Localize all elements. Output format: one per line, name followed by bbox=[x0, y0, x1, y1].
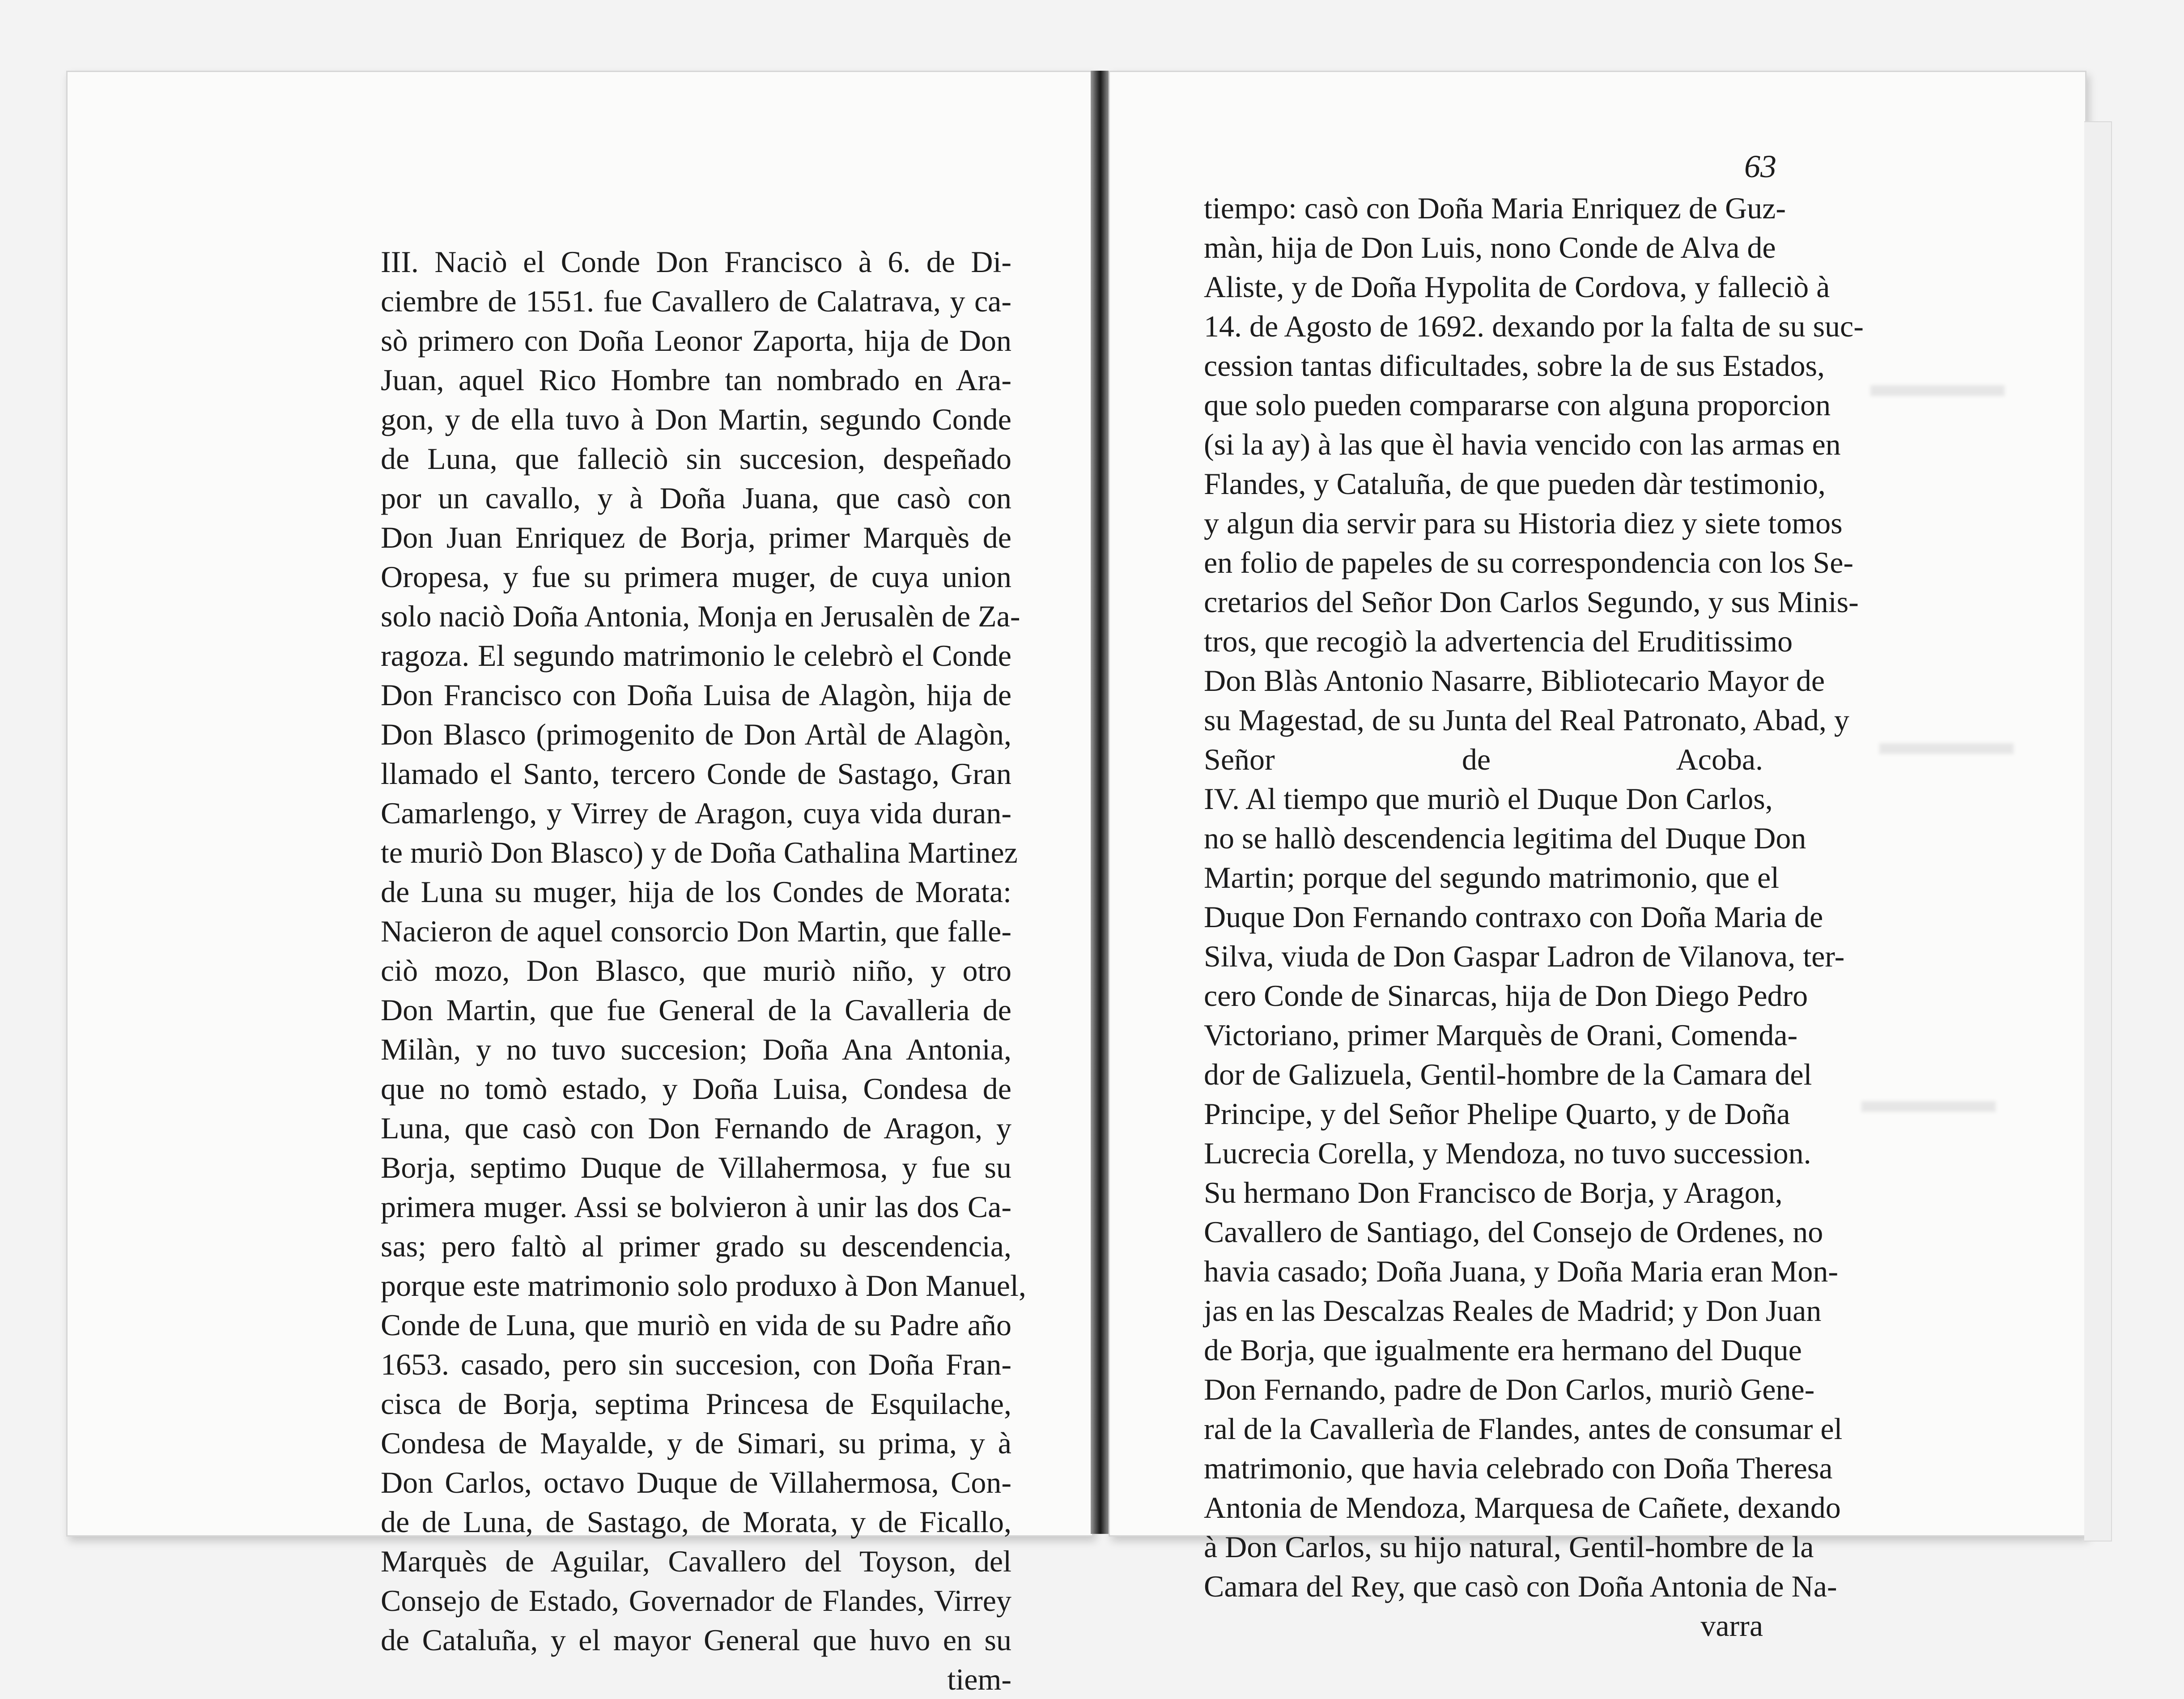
text-line: de Luna su muger, hija de los Condes de Morata: bbox=[381, 875, 1011, 909]
page-edge bbox=[2084, 121, 2112, 1541]
text-line: no se hallò descendencia legitima del Duque Don bbox=[1204, 821, 1806, 855]
text-line: cero Conde de Sinarcas, hija de Don Diego Pedro bbox=[1204, 979, 1808, 1013]
text-line: ciò mozo, Don Blasco, que muriò niño, y otro bbox=[381, 954, 1011, 988]
text-line: que no tomò estado, y Doña Luisa, Condesa de bbox=[381, 1072, 1011, 1106]
text-line: Aliste, y de Doña Hypolita de Cordova, y falleciò à bbox=[1204, 270, 1830, 304]
right-page-text bbox=[1204, 188, 1864, 1645]
text-line: Conde de Luna, que muriò en vida de su Padre año bbox=[381, 1308, 1011, 1342]
text-line: Camarlengo, y Virrey de Aragon, cuya vida duran- bbox=[381, 796, 1011, 830]
text-line: solo naciò Doña Antonia, Monja en Jerusalèn de Za- bbox=[381, 599, 1020, 633]
page-number: 63 bbox=[1744, 149, 1776, 184]
text-line: tiempo: casò con Doña Maria Enriquez de Guz- bbox=[1204, 191, 1786, 225]
text-line: Victoriano, primer Marquès de Orani, Comenda- bbox=[1204, 1018, 1798, 1052]
text-line: Don Francisco con Doña Luisa de Alagòn, hija de bbox=[381, 678, 1011, 712]
text-line: Don Fernando, padre de Don Carlos, muriò Gene- bbox=[1204, 1372, 1815, 1406]
text-line: 1653. casado, pero sin succesion, con Doña Fran- bbox=[381, 1347, 1011, 1381]
text-line: IV. Al tiempo que muriò el Duque Don Carlos, bbox=[1204, 782, 1773, 816]
text-line: Don Blasco (primogenito de Don Artàl de Alagòn, bbox=[381, 717, 1011, 751]
text-line: Don Carlos, octavo Duque de Villahermosa, Con- bbox=[381, 1465, 1011, 1499]
text-line: Principe, y del Señor Phelipe Quarto, y de Doña bbox=[1204, 1097, 1790, 1131]
text-line: Condesa de Mayalde, y de Simari, su prima, y à bbox=[381, 1426, 1011, 1460]
right-page bbox=[1109, 71, 2086, 1643]
catchword: varra bbox=[1700, 1609, 1763, 1643]
text-line: 14. de Agosto de 1692. dexando por la falta de su suc- bbox=[1204, 309, 1864, 343]
text-line: à Don Carlos, su hijo natural, Gentil-hombre de la bbox=[1204, 1530, 1814, 1564]
text-line: (si la ay) à las que èl havia vencido con las armas en bbox=[1204, 427, 1841, 461]
show-through-mark bbox=[1861, 1101, 1996, 1112]
text-line: matrimonio, que havia celebrado con Doña Theresa bbox=[1204, 1451, 1833, 1485]
text-line: cretarios del Señor Don Carlos Segundo, y sus Minis- bbox=[1204, 585, 1859, 619]
text-line: de Borja, que igualmente era hermano del Duque bbox=[1204, 1333, 1802, 1367]
text-line: Don Juan Enriquez de Borja, primer Marquès de bbox=[381, 520, 1011, 554]
text-line: de Cataluña, y el mayor General que huvo en su bbox=[381, 1623, 1011, 1657]
text-line: Borja, septimo Duque de Villahermosa, y fue su bbox=[381, 1150, 1011, 1184]
text-line: havia casado; Doña Juana, y Doña Maria eran Mon- bbox=[1204, 1254, 1839, 1288]
text-line: ral de la Cavallerìa de Flandes, antes de consumar el bbox=[1204, 1412, 1843, 1446]
text-line: que solo pueden compararse con alguna proporcion bbox=[1204, 388, 1831, 422]
text-line: su Magestad, de su Junta del Real Patronato, Abad, y bbox=[1204, 703, 1849, 737]
text-line: tros, que recogiò la advertencia del Eruditissimo bbox=[1204, 624, 1793, 658]
open-book bbox=[66, 53, 2084, 1696]
catchword: tiem- bbox=[947, 1662, 1011, 1696]
text-line: sas; pero faltò al primer grado su descendencia, bbox=[381, 1229, 1011, 1263]
text-line: Consejo de Estado, Governador de Flandes, Virrey bbox=[381, 1584, 1011, 1618]
show-through-mark bbox=[1879, 743, 2014, 754]
text-line: Cavallero de Santiago, del Consejo de Ordenes, no bbox=[1204, 1215, 1823, 1249]
text-line: Luna, que casò con Don Fernando de Aragon, y bbox=[381, 1111, 1011, 1145]
text-line: Flandes, y Cataluña, de que pueden dàr testimonio, bbox=[1204, 467, 1826, 501]
book-gutter bbox=[1091, 71, 1109, 1534]
text-line: te muriò Don Blasco) y de Doña Cathalina Martinez bbox=[381, 835, 1018, 869]
text-line: III. Naciò el Conde Don Francisco à 6. de Di- bbox=[381, 245, 1011, 279]
text-line: Camara del Rey, que casò con Doña Antonia de Na- bbox=[1204, 1569, 1837, 1603]
left-page-text bbox=[381, 242, 1026, 1699]
text-line: gon, y de ella tuvo à Don Martin, segundo Conde bbox=[381, 402, 1011, 436]
text-line: Juan, aquel Rico Hombre tan nombrado en Ara- bbox=[381, 363, 1011, 397]
text-line: llamado el Santo, tercero Conde de Sastago, Gran bbox=[381, 757, 1011, 791]
text-line: dor de Galizuela, Gentil-hombre de la Camara del bbox=[1204, 1057, 1812, 1091]
show-through-mark bbox=[1870, 385, 2005, 396]
text-line: màn, hija de Don Luis, nono Conde de Alva de bbox=[1204, 230, 1776, 264]
text-line: por un cavallo, y à Doña Juana, que casò con bbox=[381, 481, 1011, 515]
text-line: Silva, viuda de Don Gaspar Ladron de Vilanova, ter- bbox=[1204, 939, 1845, 973]
text-line: Martin; porque del segundo matrimonio, que el bbox=[1204, 860, 1780, 894]
text-line: Señor de Acoba. bbox=[1204, 742, 1763, 776]
text-line: ciembre de 1551. fue Cavallero de Calatrava, y ca- bbox=[381, 284, 1011, 318]
text-line: de de Luna, de Sastago, de Morata, y de Ficallo, bbox=[381, 1505, 1011, 1539]
text-line: Lucrecia Corella, y Mendoza, no tuvo succession. bbox=[1204, 1136, 1811, 1170]
text-line: Don Blàs Antonio Nasarre, Bibliotecario Mayor de bbox=[1204, 664, 1825, 698]
text-line: Oropesa, y fue su primera muger, de cuya union bbox=[381, 560, 1011, 594]
text-line: de Luna, que falleciò sin succesion, despeñado bbox=[381, 442, 1011, 476]
text-line: y algun dia servir para su Historia diez y siete tomos bbox=[1204, 506, 1843, 540]
text-line: en folio de papeles de su correspondencia con los Se- bbox=[1204, 545, 1854, 579]
text-line: Nacieron de aquel consorcio Don Martin, que falle- bbox=[381, 914, 1011, 948]
text-line: cession tantas dificultades, sobre la de sus Estados, bbox=[1204, 349, 1825, 383]
text-line: Marquès de Aguilar, Cavallero del Toyson, del bbox=[381, 1544, 1011, 1578]
left-page bbox=[66, 71, 1093, 1696]
text-line: Antonia de Mendoza, Marquesa de Cañete, dexando bbox=[1204, 1490, 1841, 1524]
text-line: primera muger. Assi se bolvieron à unir las dos Ca- bbox=[381, 1190, 1011, 1224]
text-line: porque este matrimonio solo produxo à Don Manuel, bbox=[381, 1269, 1026, 1303]
text-line: Duque Don Fernando contraxo con Doña Maria de bbox=[1204, 900, 1823, 934]
text-line: jas en las Descalzas Reales de Madrid; y Don Juan bbox=[1204, 1294, 1822, 1328]
text-line: cisca de Borja, septima Princesa de Esquilache, bbox=[381, 1387, 1011, 1421]
text-line: Su hermano Don Francisco de Borja, y Aragon, bbox=[1204, 1175, 1783, 1209]
text-line: Don Martin, que fue General de la Cavalleria de bbox=[381, 993, 1011, 1027]
text-line: ragoza. El segundo matrimonio le celebrò el Conde bbox=[381, 639, 1011, 673]
text-line: Milàn, y no tuvo succesion; Doña Ana Antonia, bbox=[381, 1032, 1011, 1066]
text-line: sò primero con Doña Leonor Zaporta, hija de Don bbox=[381, 324, 1011, 358]
